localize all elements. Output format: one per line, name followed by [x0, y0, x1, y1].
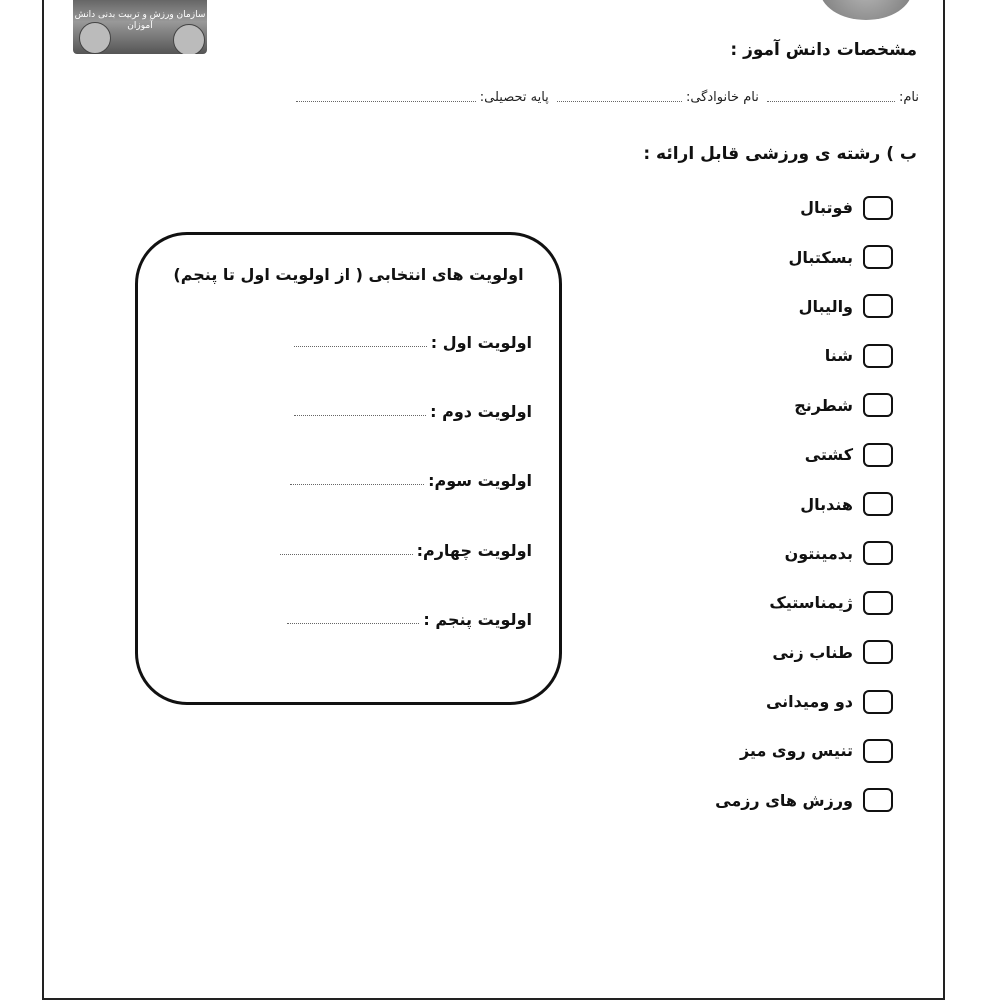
sports-list: [633, 183, 893, 825]
priority-4-field[interactable]: [280, 553, 413, 555]
sport-item-badminton[interactable]: [633, 529, 893, 578]
sport-label: ورزش های رزمی: [715, 790, 853, 810]
sport-item-basketball[interactable]: [633, 232, 893, 281]
checkbox[interactable]: [863, 788, 893, 812]
sport-item-athletics[interactable]: [633, 677, 893, 726]
priorities-title: اولویت های انتخابی ( از اولویت اول تا پنجم): [173, 265, 524, 284]
priority-label: اولویت چهارم:: [416, 541, 532, 560]
priority-5: [283, 610, 532, 629]
checkbox[interactable]: [863, 492, 893, 516]
priority-label: اولویت سوم:: [428, 471, 532, 490]
name-field[interactable]: [767, 100, 895, 102]
sport-label: ژیمناستیک: [769, 593, 853, 613]
priority-1-field[interactable]: [294, 345, 427, 347]
sport-label: تنیس روی میز: [739, 741, 853, 761]
checkbox[interactable]: [863, 294, 893, 318]
checkbox[interactable]: [863, 640, 893, 664]
priority-label: اولویت اول :: [430, 333, 532, 352]
checkbox[interactable]: [863, 196, 893, 220]
name-label: نام:: [898, 90, 919, 105]
sport-label: شطرنج: [794, 395, 853, 415]
sport-label: بسکتبال: [788, 247, 853, 267]
priority-4: [276, 541, 532, 560]
sport-label: بدمینتون: [784, 543, 853, 563]
sport-label: والیبال: [798, 296, 853, 316]
checkbox[interactable]: [863, 443, 893, 467]
sport-item-swimming[interactable]: [633, 331, 893, 380]
sport-item-martial-arts[interactable]: [633, 776, 893, 825]
priority-5-field[interactable]: [287, 622, 419, 624]
checkbox[interactable]: [863, 245, 893, 269]
student-info-fields: [292, 90, 919, 105]
sport-item-rope-jumping[interactable]: [633, 628, 893, 677]
checkbox[interactable]: [863, 739, 893, 763]
sport-label: کشتی: [804, 445, 853, 465]
priorities-box: [135, 232, 562, 705]
grade-label: پایه تحصیلی:: [479, 90, 549, 105]
organization-logo: [73, 0, 207, 54]
priority-label: اولویت دوم :: [430, 402, 532, 421]
checkbox[interactable]: [863, 690, 893, 714]
sport-label: فوتبال: [800, 198, 853, 218]
sport-item-table-tennis[interactable]: [633, 726, 893, 775]
grade-field[interactable]: [296, 100, 476, 102]
checkbox[interactable]: [863, 541, 893, 565]
sport-item-handball[interactable]: [633, 479, 893, 528]
checkbox[interactable]: [863, 591, 893, 615]
sport-item-chess[interactable]: [633, 381, 893, 430]
checkbox[interactable]: [863, 393, 893, 417]
priority-3-field[interactable]: [290, 483, 424, 485]
logo-text: سازمان ورزش و تربیت بدنی دانش آموزان: [74, 10, 206, 31]
priority-2-field[interactable]: [294, 414, 426, 416]
student-info-title: مشخصات دانش آموز :: [730, 40, 917, 60]
sport-item-football[interactable]: [633, 183, 893, 232]
sport-item-volleyball[interactable]: [633, 282, 893, 331]
sport-label: دو ومیدانی: [765, 692, 853, 712]
priority-2: [290, 402, 532, 421]
family-field[interactable]: [557, 100, 682, 102]
sport-label: شنا: [824, 346, 853, 366]
sports-title: ب ) رشته ی ورزشی قابل ارائه :: [643, 144, 917, 164]
family-label: نام خانوادگی:: [685, 90, 759, 105]
sport-item-gymnastics[interactable]: [633, 578, 893, 627]
sport-label: هندبال: [800, 494, 853, 514]
sport-item-wrestling[interactable]: [633, 430, 893, 479]
priority-3: [286, 471, 532, 490]
priority-1: [290, 333, 532, 352]
sport-label: طناب زنی: [772, 642, 853, 662]
priority-label: اولویت پنجم :: [423, 610, 532, 629]
checkbox[interactable]: [863, 344, 893, 368]
